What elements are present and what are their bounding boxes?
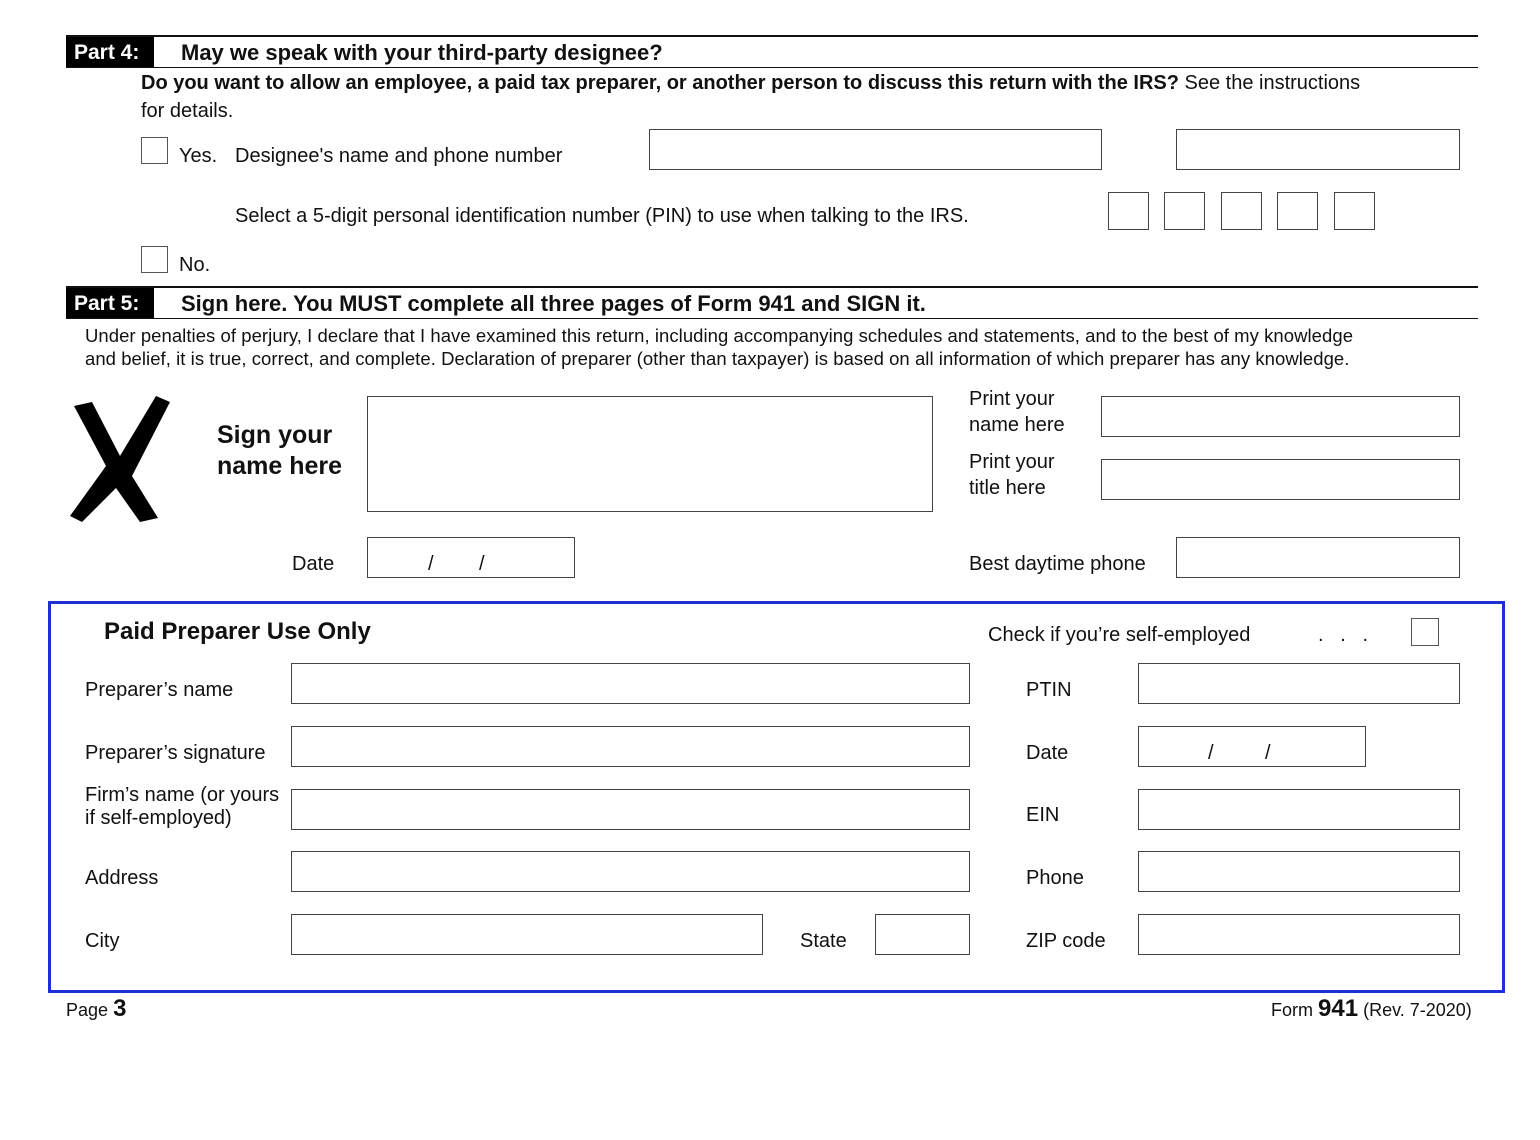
preparer-heading: Paid Preparer Use Only [104, 618, 371, 645]
print-title-label-line2: title here [969, 477, 1046, 499]
declaration-line1: Under penalties of perjury, I declare that I have examined this return, including accompanying schedules and statements, and to the best of my knowledge [85, 325, 1354, 346]
sign-label-line1: Sign your [217, 421, 333, 449]
pin-digit-2[interactable] [1164, 192, 1205, 230]
ein-label: EIN [1026, 804, 1060, 826]
city-label: City [85, 930, 120, 952]
preparer-date-slash-2: / [1265, 742, 1271, 764]
firm-label-line2: if self-employed) [85, 807, 232, 829]
sign-date-field[interactable] [367, 537, 575, 578]
preparer-date-label: Date [1026, 742, 1069, 764]
signature-field[interactable] [367, 396, 933, 512]
part5-tag: Part 5: [66, 288, 154, 319]
sign-date-slash-1: / [428, 553, 434, 575]
state-field[interactable] [875, 914, 970, 955]
print-title-field[interactable] [1101, 459, 1460, 500]
sign-date-slash-2: / [479, 553, 485, 575]
firm-name-field[interactable] [291, 789, 970, 830]
print-name-field[interactable] [1101, 396, 1460, 437]
preparer-name-label: Preparer’s name [85, 679, 234, 701]
part4-question [141, 71, 1360, 95]
state-label: State [800, 930, 847, 952]
preparer-date-slash-1: / [1208, 742, 1214, 764]
designee-name-label: Designee's name and phone number [235, 145, 563, 167]
print-name-label-line1: Print your [969, 388, 1055, 410]
page-number: 3 [113, 995, 127, 1022]
preparer-signature-field[interactable] [291, 726, 970, 767]
page-footer [66, 995, 126, 1024]
daytime-phone-field[interactable] [1176, 537, 1460, 578]
zip-field[interactable] [1138, 914, 1460, 955]
print-title-label-line1: Print your [969, 451, 1055, 473]
city-field[interactable] [291, 914, 763, 955]
pin-digit-1[interactable] [1108, 192, 1149, 230]
pin-digit-5[interactable] [1334, 192, 1375, 230]
part5-bottom-rule [66, 318, 1478, 319]
self-employed-dots: . . . [1318, 624, 1369, 646]
sign-x-icon [62, 392, 177, 527]
form-footer [1271, 995, 1472, 1024]
designee-yes-checkbox[interactable] [141, 137, 168, 164]
address-field[interactable] [291, 851, 970, 892]
designee-phone-field[interactable] [1176, 129, 1460, 170]
form-revision: (Rev. 7-2020) [1363, 1000, 1472, 1020]
firm-label-line1: Firm’s name (or yours [85, 784, 280, 806]
part5-title: Sign here. You MUST complete all three pages of Form 941 and SIGN it. [181, 291, 926, 316]
designee-yes-label: Yes. [179, 145, 218, 167]
designee-no-label: No. [179, 254, 211, 276]
ein-field[interactable] [1138, 789, 1460, 830]
daytime-phone-label: Best daytime phone [969, 553, 1146, 575]
self-employed-checkbox[interactable] [1411, 618, 1439, 646]
part4-question-rest: See the instructions [1178, 72, 1361, 94]
self-employed-label: Check if you’re self-employed [988, 624, 1251, 646]
preparer-phone-label: Phone [1026, 867, 1084, 889]
print-name-label-line2: name here [969, 414, 1065, 436]
part4-bottom-rule [66, 67, 1478, 68]
form-number: 941 [1318, 995, 1359, 1022]
declaration-line2: and belief, it is true, correct, and complete. Declaration of preparer (other than taxpayer) is based on all information of which preparer has any knowledge. [85, 348, 1350, 369]
pin-digit-3[interactable] [1221, 192, 1262, 230]
designee-name-field[interactable] [649, 129, 1102, 170]
sign-date-label: Date [292, 553, 335, 575]
part4-question-bold: Do you want to allow an employee, a paid tax preparer, or another person to discuss this return with the IRS? [141, 72, 1179, 94]
part4-question-line2: for details. [141, 100, 234, 122]
preparer-signature-label: Preparer’s signature [85, 742, 266, 764]
form-word: Form [1271, 1000, 1313, 1020]
part4-tag: Part 4: [66, 37, 154, 68]
designee-no-checkbox[interactable] [141, 246, 168, 273]
preparer-phone-field[interactable] [1138, 851, 1460, 892]
part4-title: May we speak with your third-party designee? [181, 40, 663, 65]
address-label: Address [85, 867, 159, 889]
ptin-label: PTIN [1026, 679, 1072, 701]
pin-label: Select a 5-digit personal identification number (PIN) to use when talking to the IRS. [235, 205, 969, 227]
preparer-name-field[interactable] [291, 663, 970, 704]
sign-label-line2: name here [217, 452, 343, 480]
zip-label: ZIP code [1026, 930, 1106, 952]
pin-digit-4[interactable] [1277, 192, 1318, 230]
page-word: Page [66, 1000, 109, 1020]
ptin-field[interactable] [1138, 663, 1460, 704]
preparer-date-field[interactable] [1138, 726, 1366, 767]
